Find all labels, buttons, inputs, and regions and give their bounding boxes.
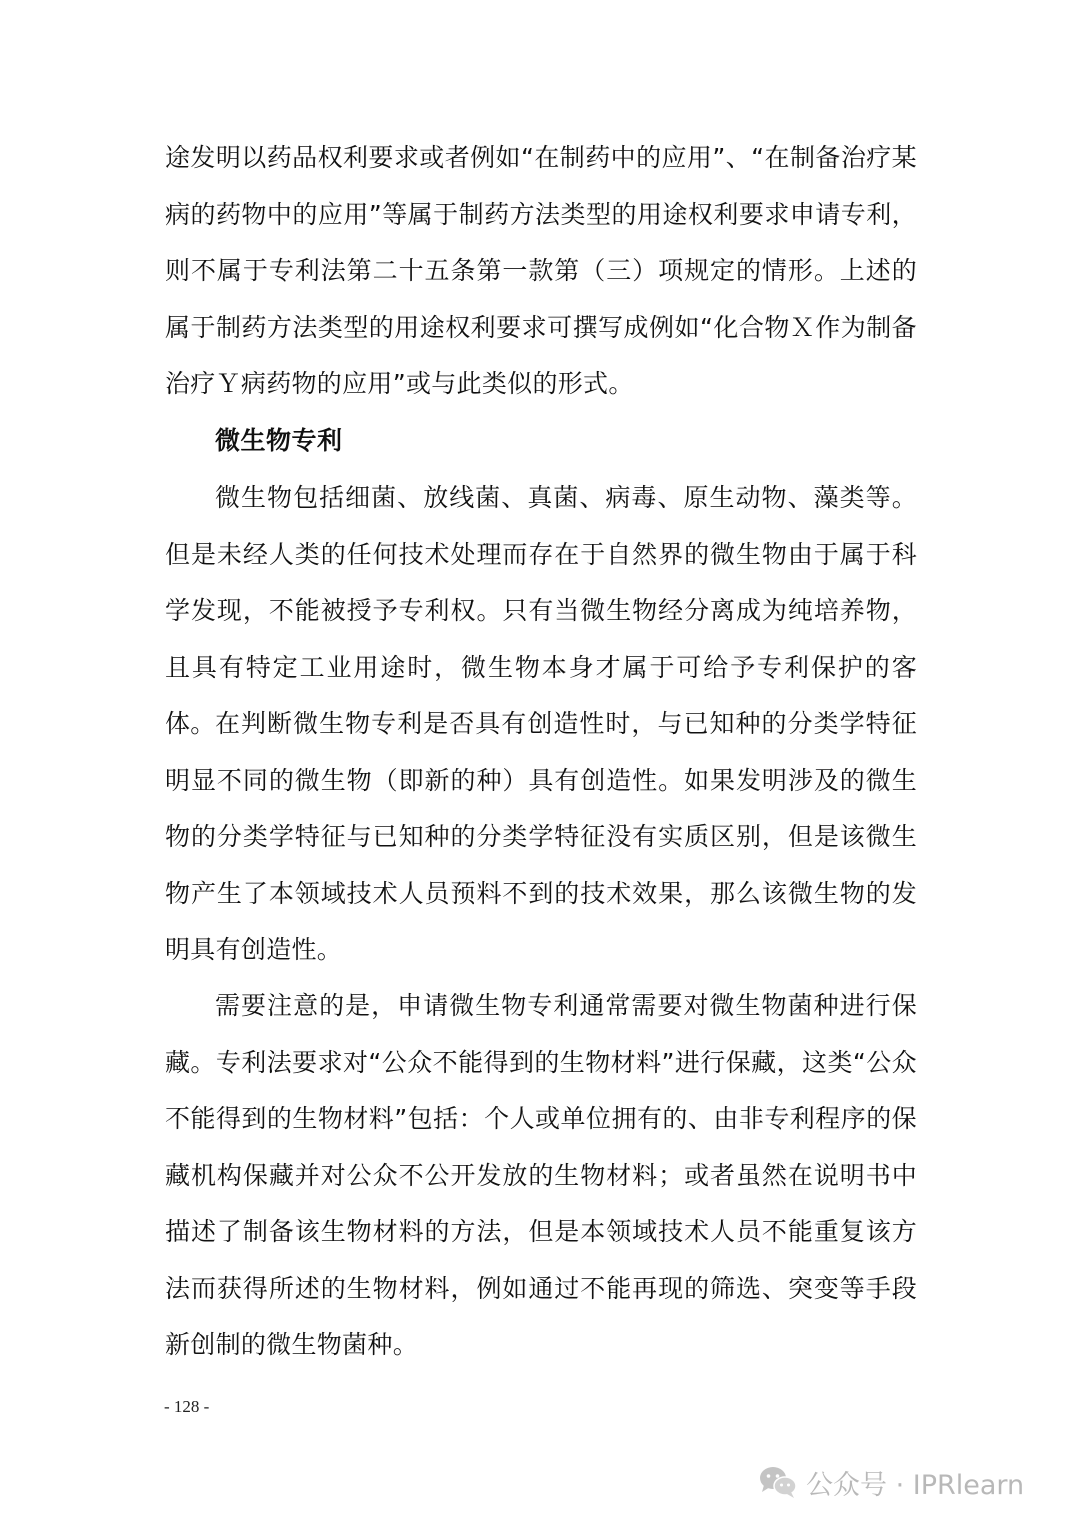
section-heading: 微生物专利 <box>215 426 343 455</box>
watermark-text: 公众号 · IPRlearn <box>806 1469 1025 1501</box>
paragraph-inventiveness <box>165 696 917 979</box>
wechat-icon <box>758 1465 798 1499</box>
paragraph-deposit <box>165 978 917 1374</box>
paragraph-continuation <box>165 130 917 413</box>
watermark <box>758 1462 1024 1502</box>
paragraph-text: 途发明以药品权利要求或者例如“在制药中的应用”、“在制备治疗某病的药物中的应用”等属于制药方法类型的用途权利要求申请专利，则不属于专利法第二十五条第一款第（三）项规定的情形。上述的属于制药方法类型的用途权利要求可撰写成例如“化合物Ｘ作为制备治疗Ｙ病药物的应用”或与此类似的形式。 <box>165 143 917 398</box>
paragraph-text: 在判断微生物专利是否具有创造性时，与已知种的分类学特征明显不同的微生物（即新的种）具有创造性。如果发明涉及的微生物的分类学特征与已知种的分类学特征没有实质区别，但是该微生物产生了本领域技术人员预料不到的技术效果，那么该微生物的发明具有创造性。 <box>165 709 917 964</box>
paragraph-text: 需要注意的是，申请微生物专利通常需要对微生物菌种进行保藏。专利法要求对“公众不能得到的生物材料”进行保藏，这类“公众不能得到的生物材料”包括：个人或单位拥有的、由非专利程序的保藏机构保藏并对公众不公开发放的生物材料；或者虽然在说明书中描述了制备该生物材料的方法，但是本领域技术人员不能重复该方法而获得所述的生物材料，例如通过不能再现的筛选、突变等手段新创制的微生物菌种。 <box>165 991 917 1359</box>
page-number: - 128 - <box>164 1397 210 1416</box>
paragraph-text: 微生物包括细菌、放线菌、真菌、病毒、原生动物、藻类等。但是未经人类的任何技术处理而存在于自然界的微生物由于属于科学发现，不能被授予专利权。只有当微生物经分离成为纯培养物，且具有特定工业用途时，微生物本身才属于可给予专利保护的客体。 <box>165 483 917 738</box>
